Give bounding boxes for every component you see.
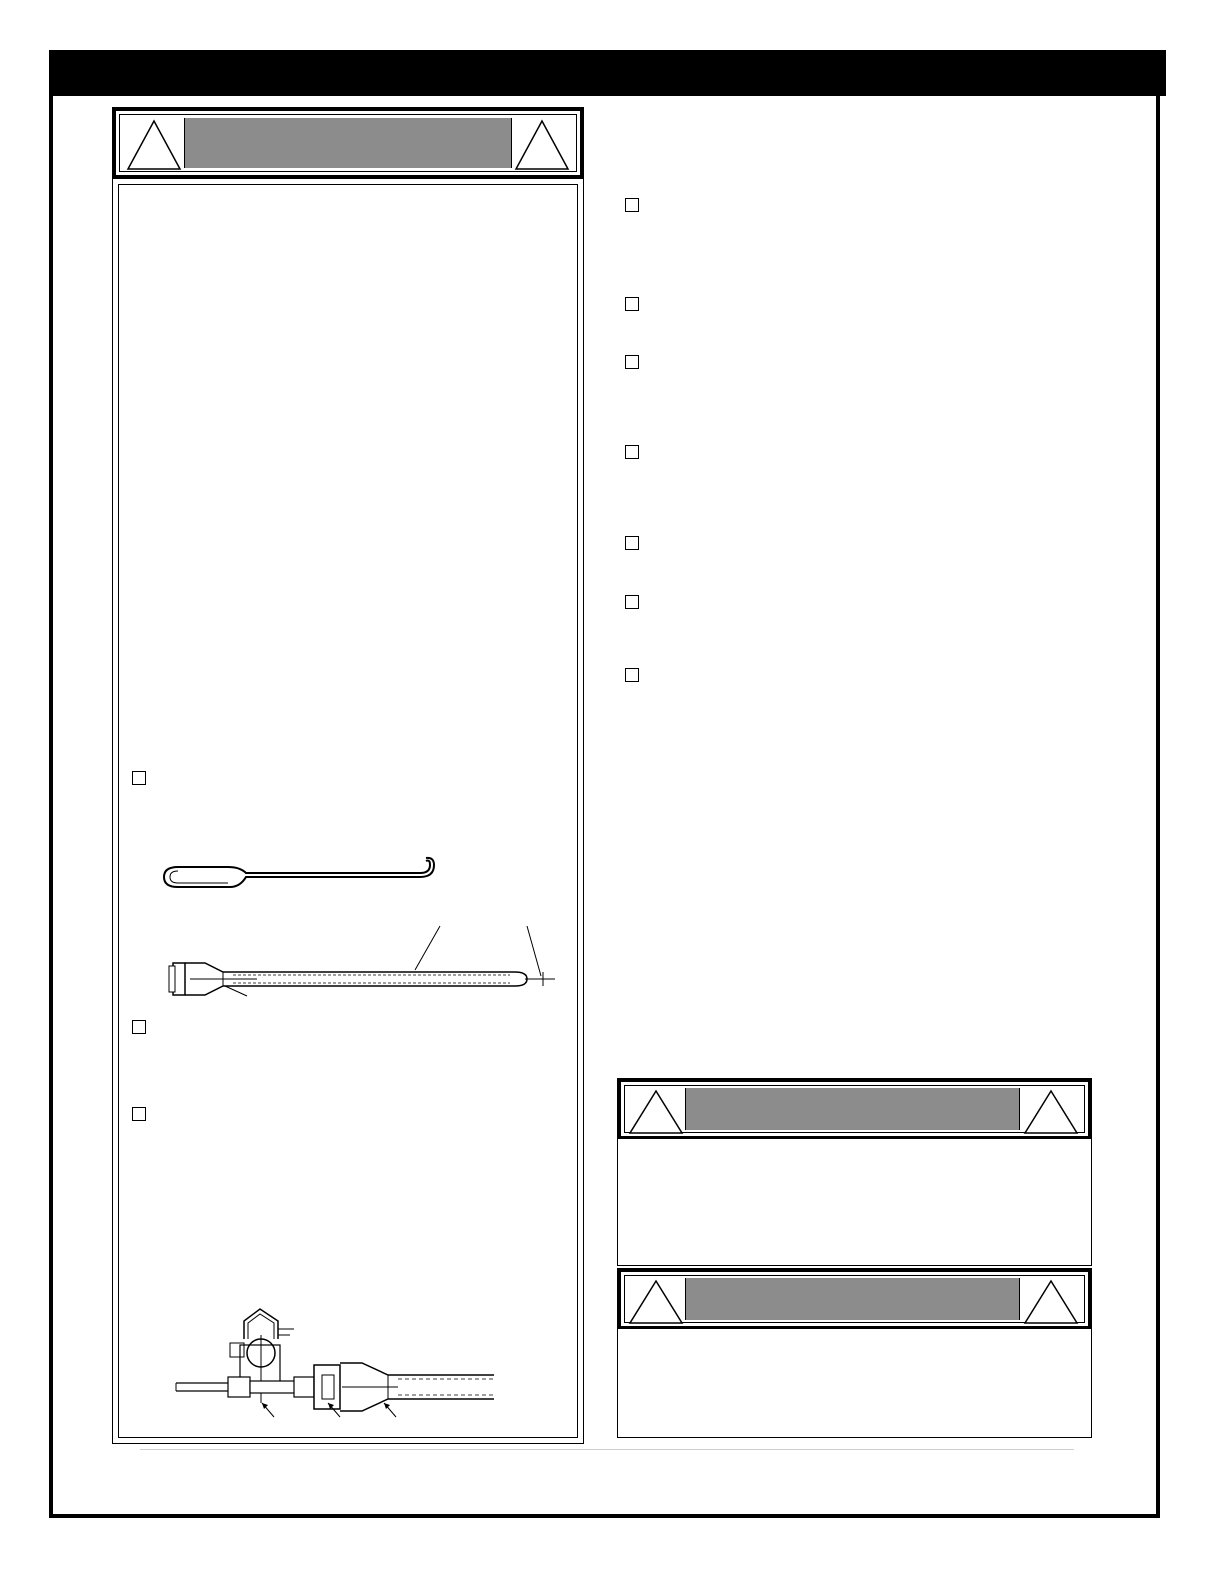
valve-assembly-figure — [172, 1305, 502, 1425]
warning-triangle-icon — [124, 117, 184, 173]
checkbox-icon[interactable] — [132, 1107, 146, 1121]
checkbox-icon[interactable] — [625, 536, 639, 550]
warning-triangle-icon — [627, 1088, 685, 1136]
warning-header-left — [112, 107, 584, 179]
checkbox-icon[interactable] — [625, 445, 639, 459]
checkbox-icon[interactable] — [625, 668, 639, 682]
checkbox-icon[interactable] — [132, 1020, 146, 1034]
warning-label-bar — [685, 1278, 1020, 1320]
footer-divider — [140, 1449, 1074, 1450]
warning-label-bar — [685, 1088, 1020, 1130]
header-bar — [49, 50, 1166, 96]
warning-header-right-2 — [617, 1268, 1092, 1330]
warning-header-right-1 — [617, 1078, 1092, 1140]
warning-triangle-icon — [512, 117, 572, 173]
checkbox-icon[interactable] — [625, 595, 639, 609]
warning-content-panel — [112, 178, 584, 1444]
warning-body-right-1 — [617, 1138, 1092, 1266]
cleaning-hook-figure — [160, 855, 440, 895]
warning-body-right-2 — [617, 1328, 1092, 1438]
checkbox-icon[interactable] — [132, 771, 146, 785]
checkbox-icon[interactable] — [625, 355, 639, 369]
burner-tube-figure — [165, 920, 560, 1000]
checkbox-icon[interactable] — [625, 297, 639, 311]
warning-triangle-icon — [1022, 1088, 1080, 1136]
checkbox-icon[interactable] — [625, 198, 639, 212]
warning-triangle-icon — [627, 1278, 685, 1326]
warning-label-bar — [184, 118, 512, 168]
warning-triangle-icon — [1022, 1278, 1080, 1326]
